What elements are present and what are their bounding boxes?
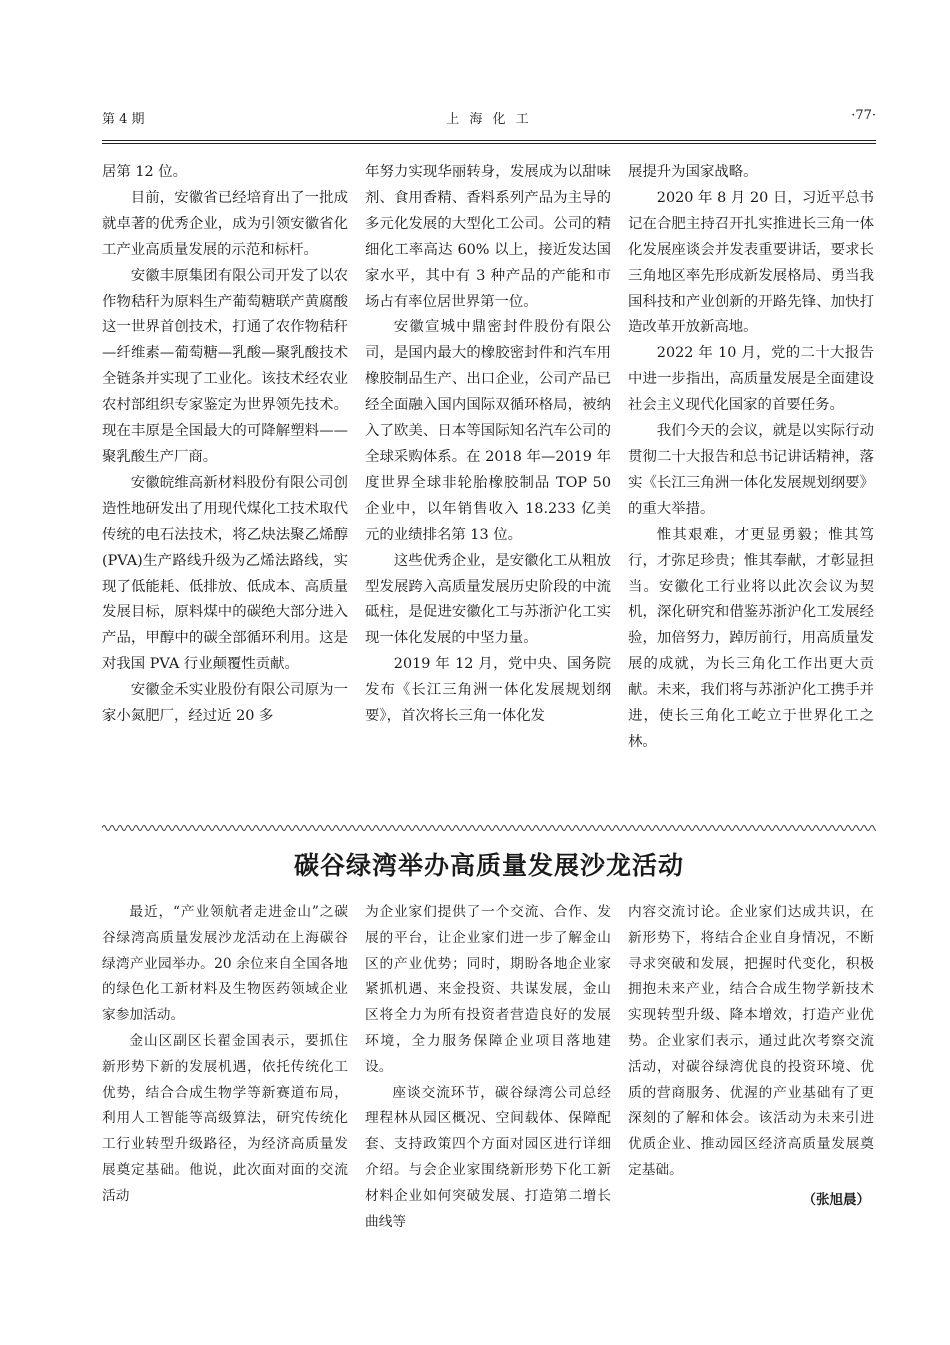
header-rule-thin [102, 143, 876, 144]
wavy-section-divider [102, 822, 876, 834]
paragraph: 这些优秀企业，是安徽化工从粗放型发展跨入高质量发展历史阶段的中流砥柱，是促进安徽化工与苏浙沪化工实现一体化发展的中坚力量。 [365, 552, 611, 647]
paragraph: 座谈交流环节，碳谷绿湾公司总经理程林从园区概况、空间载体、保障配套、支持政策四个方面对园区进行详细介绍。与会企业家围绕新形势下化工新材料企业如何突破发展、打造第二增长曲线等 [365, 1084, 611, 1230]
author-credit: （张旭晨） [802, 1191, 870, 1208]
article1-column-3 [628, 160, 874, 756]
article1-column-2 [365, 160, 611, 730]
paragraph: 安徽宣城中鼎密封件股份有限公司，是国内最大的橡胶密封件和汽车用橡胶制品生产、出口企业，公司产品已经全面融入国内国际双循环格局，被纳入了欧美、日本等国际知名汽车公司的全球采购体系。在 2018 年—2019 年度世界全球非轮胎橡胶制品 TOP 50 企业中，以年销售收入 18.233 亿美元的业绩排名第 13 位。 [365, 319, 611, 543]
paragraph: 2019 年 12 月，党中央、国务院发布《长江三角洲一体化发展规划纲要》，首次将长三角一体化发 [365, 656, 611, 725]
paragraph: 安徽丰原集团有限公司开发了以农作物秸秆为原料生产葡萄糖联产黄腐酸这一世界首创技术，打通了农作物秸秆—纤维素—葡萄糖—乳酸—聚乳酸技术全链条并实现了工业化。该技术经农业农村部组织专家鉴定为世界领先技术。现在丰原是全国最大的可降解塑料——聚乳酸生产厂商。 [102, 267, 348, 465]
article2-column-1 [102, 900, 348, 1210]
paragraph: 惟其艰难，才更显勇毅；惟其笃行，才弥足珍贵；惟其奉献，才彰显担当。安徽化工行业将以此次会议为契机，深化研究和借鉴苏浙沪化工发展经验，加倍努力，踔厉前行，用高质量发展的成就，为长三角化工作出更大贡献。未来，我们将与苏浙沪化工携手并进，使长三角化工屹立于世界化工之林。 [628, 526, 874, 750]
paragraph: 我们今天的会议，就是以实际行动贯彻二十大报告和总书记讲话精神，落实《长江三角洲一体化发展规划纲要》的重大举措。 [628, 423, 874, 517]
paragraph: 内容交流讨论。企业家们达成共识，在新形势下，将结合企业自身情况，不断寻求突破和发展，把握时代变化，积极拥抱未来产业，结合合成生物学新技术实现转型升级、降本增效，打造产业优势。企业家们表示，通过此次考察交流活动，对碳谷绿湾优良的投资环境、优质的营商服务、优渥的产业基础有了更深刻的了解和体会。该活动为未来引进优质企业、推动园区经济高质量发展奠定基础。 [628, 904, 874, 1178]
paragraph: 2022 年 10 月，党的二十大报告中进一步指出，高质量发展是全面建设社会主义现代化国家的首要任务。 [628, 345, 874, 414]
paragraph: 安徽金禾实业股份有限公司原为一家小氮肥厂，经过近 20 多 [102, 682, 348, 725]
paragraph: 2020 年 8 月 20 日，习近平总书记在合肥主持召开扎实推进长三角一体化发展座谈会并发表重要讲话，要求长三角地区率先形成新发展格局、勇当我国科技和产业创新的开路先锋、加快打造改革开放新高地。 [628, 189, 874, 336]
journal-name: 上 海 化 工 [446, 112, 532, 127]
article2-column-3 [628, 900, 874, 1214]
article1-column-1 [102, 160, 348, 730]
page-number: ·77· [851, 108, 876, 123]
paragraph: 目前，安徽省已经培育出了一批成就卓著的优秀企业，成为引领安徽省化工产业高质量发展的示范和标杆。 [102, 189, 348, 258]
paragraph: 展提升为国家战略。 [628, 164, 758, 180]
paragraph: 最近，“产业领航者走进金山”之碳谷绿湾高质量发展沙龙活动在上海碳谷绿湾产业园举办。20 余位来自全国各地的绿色化工新材料及生物医药领域企业家参加活动。 [102, 904, 348, 1024]
paragraph: 金山区副区长翟金国表示，要抓住新形势下新的发展机遇，依托传统化工优势，结合合成生物学等新赛道布局，利用人工智能等高级算法，研究传统化工行业转型升级路径，为经济高质量发展奠定基础。他说，此次面对面的交流活动 [102, 1032, 348, 1204]
header-rule [102, 140, 876, 141]
issue-number: 第 4 期 [102, 112, 145, 127]
paragraph: 年努力实现华丽转身，发展成为以甜味剂、食用香精、香料系列产品为主导的多元化发展的大型化工公司。公司的精细化工率高达 60% 以上，接近发达国家水平，其中有 3 种产品的产能和市场占有率位居世界第一位。 [365, 164, 611, 310]
article2-column-2 [365, 900, 611, 1235]
running-header [102, 108, 876, 134]
paragraph: 居第 12 位。 [102, 164, 188, 180]
article-title: 碳谷绿湾举办高质量发展沙龙活动 [293, 851, 684, 880]
paragraph: 为企业家们提供了一个交流、合作、发展的平台，让企业家们进一步了解金山区的产业优势；同时，期盼各地企业家紧抓机遇、来金投资、共谋发展，金山区将全力为所有投资者营造良好的发展环境，全力服务保障企业项目落地建设。 [365, 904, 611, 1075]
paragraph: 安徽皖维高新材料股份有限公司创造性地研发出了用现代煤化工技术取代传统的电石法技术，将乙炔法聚乙烯醇(PVA)生产路线升级为乙烯法路线，实现了低能耗、低排放、低成本、高质量发展目标，原料煤中的碳绝大部分进入产品，甲醇中的碳全部循环利用。这是对我国 PVA 行业颠覆性贡献。 [102, 474, 348, 673]
